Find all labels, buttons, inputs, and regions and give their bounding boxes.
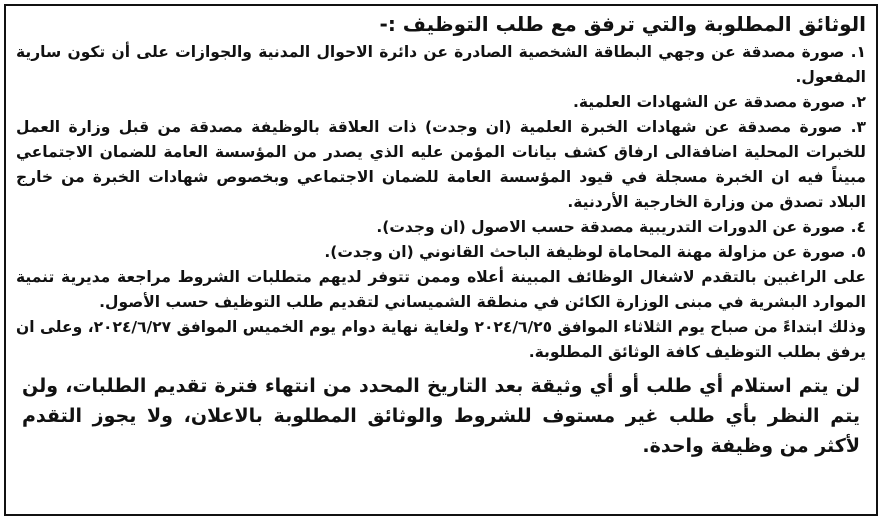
document-frame: [4, 4, 878, 516]
required-item-2: ٢. صورة مصدقة عن الشهادات العلمية.: [572, 93, 866, 111]
application-instructions: على الراغبين بالتقدم لاشغال الوظائف المبينة أعلاه وممن تتوفر لديهم متطلبات الشروط مراجعة مديرية تنمية الموارد البشرية في مبنى الوزارة الكائن في منطقة الشميساني لتقديم طلب التوظيف حسب الأصول.: [16, 268, 866, 311]
required-item-4: ٤. صورة عن الدورات التدريبية مصدقة حسب الاصول (ان وجدت).: [376, 218, 866, 236]
required-item-5: ٥. صورة عن مزاولة مهنة المحاماة لوظيفة الباحث القانوني (ان وجدت).: [324, 243, 866, 261]
required-item-1: ١. صورة مصدقة عن وجهي البطاقة الشخصية الصادرة عن دائرة الاحوال المدنية والجوازات على أن تكون سارية المفعول.: [16, 43, 866, 86]
document-title: الوثائق المطلوبة والتي ترفق مع طلب التوظيف :-: [379, 12, 866, 36]
document-content: [6, 6, 876, 461]
required-item-3: ٣. صورة مصدقة عن شهادات الخبرة العلمية (ان وجدت) ذات العلاقة بالوظيفة مصدقة من قبل وزارة العمل للخبرات المحلية اضافةالى ارفاق كشف بيانات المؤمن عليه الذي يصدر من المؤسسة العامة للضمان الاجتماعي مبيناً فيه ان الخبرة مسجلة في قيود المؤسسة العامة للضمان الاجتماعي وبخصوص شهادات الخبرة من خارج البلاد تصدق من وزارة الخارجية الأردنية.: [16, 118, 866, 211]
application-dates: وذلك ابتداءً من صباح يوم الثلاثاء الموافق ٢٠٢٤/٦/٢٥ ولغاية نهاية دوام يوم الخميس الموافق ٢٠٢٤/٦/٢٧، وعلى ان يرفق بطلب التوظيف كافة الوثائق المطلوبة.: [16, 318, 866, 361]
final-notice: لن يتم استلام أي طلب أو أي وثيقة بعد التاريخ المحدد من انتهاء فترة تقديم الطلبات، ولن يتم النظر بأي طلب غير مستوف للشروط والوثائق المطلوبة بالاعلان، ولا يجوز التقدم لأكثر من وظيفة واحدة.: [22, 375, 860, 457]
